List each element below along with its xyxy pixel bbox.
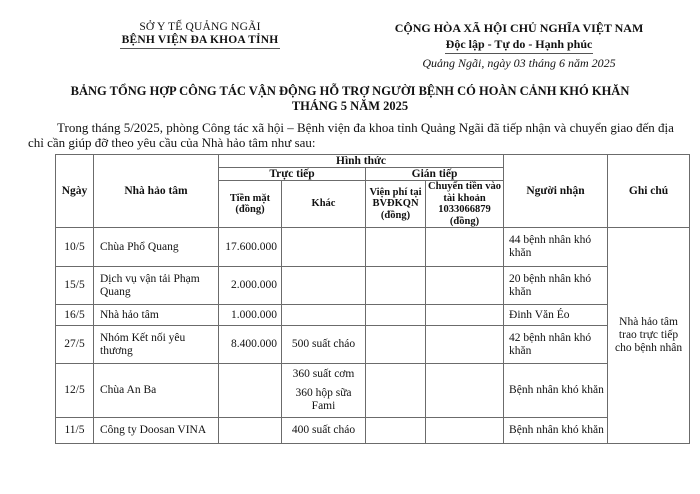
cell-transfer (426, 364, 504, 418)
cell-other (282, 305, 366, 326)
cell-transfer (426, 267, 504, 305)
col-header-date: Ngày (56, 155, 94, 228)
cell-hospital-fee (366, 228, 426, 267)
cell-transfer (426, 418, 504, 444)
col-header-form: Hình thức (219, 155, 504, 168)
national-motto-text: Độc lập - Tự do - Hạnh phúc (445, 37, 594, 54)
table-row (56, 326, 690, 364)
intro-paragraph: Trong tháng 5/2025, phòng Công tác xã hội – Bệnh viện đa khoa tỉnh Quảng Ngãi đã tiếp nhận và chuyển giao đến địa chỉ cần giúp đỡ theo yêu cầu của Nhà hảo tâm như sau: (28, 120, 674, 150)
col-header-indirect: Gián tiếp (366, 168, 504, 181)
cell-recipient: Đinh Văn Éo (504, 305, 608, 326)
agency-name (54, 34, 346, 49)
cell-hospital-fee (366, 326, 426, 364)
national-title: CỘNG HÒA XÃ HỘI CHỦ NGHĨA VIỆT NAM (394, 21, 644, 35)
cell-recipient: Bệnh nhân khó khăn (504, 418, 608, 444)
cell-recipient: 20 bệnh nhân khó khăn (504, 267, 608, 305)
cell-transfer (426, 326, 504, 364)
cell-donor: Dịch vụ vận tải Phạm Quang (94, 267, 219, 305)
table-header (56, 155, 690, 228)
cell-date: 10/5 (56, 228, 94, 267)
table-row (56, 228, 690, 267)
cell-other (282, 228, 366, 267)
national-header (0, 21, 700, 71)
table-body (56, 228, 690, 444)
cell-other (282, 364, 366, 418)
place-date-line: Quảng Ngãi, ngày 03 tháng 6 năm 2025 (422, 56, 616, 70)
cell-hospital-fee (366, 418, 426, 444)
cell-cash: 17.600.000 (219, 228, 282, 267)
cell-transfer (426, 305, 504, 326)
donation-summary-table (55, 154, 690, 444)
table-row (56, 305, 690, 326)
cell-donor: Công ty Doosan VINA (94, 418, 219, 444)
cell-note-merged: Nhà hảo tâm trao trực tiếp cho bệnh nhân (608, 228, 690, 444)
document-title-line1: BẢNG TỔNG HỢP CÔNG TÁC VẬN ĐỘNG HỖ TRỢ NGƯỜI BỆNH CÓ HOÀN CẢNH KHÓ KHĂN (70, 84, 630, 98)
cell-hospital-fee (366, 364, 426, 418)
document-title-line2: THÁNG 5 NĂM 2025 (291, 99, 409, 113)
col-header-hospital-fee: Viện phí tại BVĐKQN (đồng) (366, 181, 426, 228)
document-title (0, 84, 700, 114)
col-header-note: Ghi chú (608, 155, 690, 228)
cell-date: 12/5 (56, 364, 94, 418)
col-header-direct: Trực tiếp (219, 168, 366, 181)
cell-cash (219, 364, 282, 418)
agency-name-text: BỆNH VIỆN ĐA KHOA TỈNH (120, 34, 281, 49)
cell-other-line2: 360 hộp sữa Fami (295, 387, 352, 412)
cell-recipient: 42 bệnh nhân khó khăn (504, 326, 608, 364)
cell-cash: 1.000.000 (219, 305, 282, 326)
table-row (56, 418, 690, 444)
col-header-transfer: Chuyển tiền vào tài khoản 1033066879 (đồng) (426, 181, 504, 228)
cell-hospital-fee (366, 305, 426, 326)
cell-transfer (426, 228, 504, 267)
cell-date: 15/5 (56, 267, 94, 305)
cell-other: 500 suất cháo (282, 326, 366, 364)
cell-cash: 8.400.000 (219, 326, 282, 364)
col-header-other: Khác (282, 181, 366, 228)
cell-cash (219, 418, 282, 444)
cell-donor: Chùa Phổ Quang (94, 228, 219, 267)
table-row (56, 364, 690, 418)
cell-other (282, 267, 366, 305)
cell-cash: 2.000.000 (219, 267, 282, 305)
cell-date: 11/5 (56, 418, 94, 444)
cell-other-line1: 360 suất cơm (292, 368, 355, 380)
agency-parent-name: SỞ Y TẾ QUẢNG NGÃI (139, 21, 261, 33)
col-header-donor: Nhà hảo tâm (94, 155, 219, 228)
cell-recipient: Bệnh nhân khó khăn (504, 364, 608, 418)
cell-recipient: 44 bệnh nhân khó khăn (504, 228, 608, 267)
col-header-cash: Tiền mặt (đồng) (219, 181, 282, 228)
table-row (56, 267, 690, 305)
cell-date: 16/5 (56, 305, 94, 326)
national-motto (352, 37, 686, 54)
cell-hospital-fee (366, 267, 426, 305)
cell-date: 27/5 (56, 326, 94, 364)
national-motto-block (352, 21, 686, 71)
col-header-recipient: Người nhận (504, 155, 608, 228)
cell-donor: Nhóm Kết nối yêu thương (94, 326, 219, 364)
cell-donor: Nhà hảo tâm (94, 305, 219, 326)
cell-other: 400 suất cháo (282, 418, 366, 444)
cell-donor: Chùa An Ba (94, 364, 219, 418)
issuing-agency-block (54, 21, 346, 71)
